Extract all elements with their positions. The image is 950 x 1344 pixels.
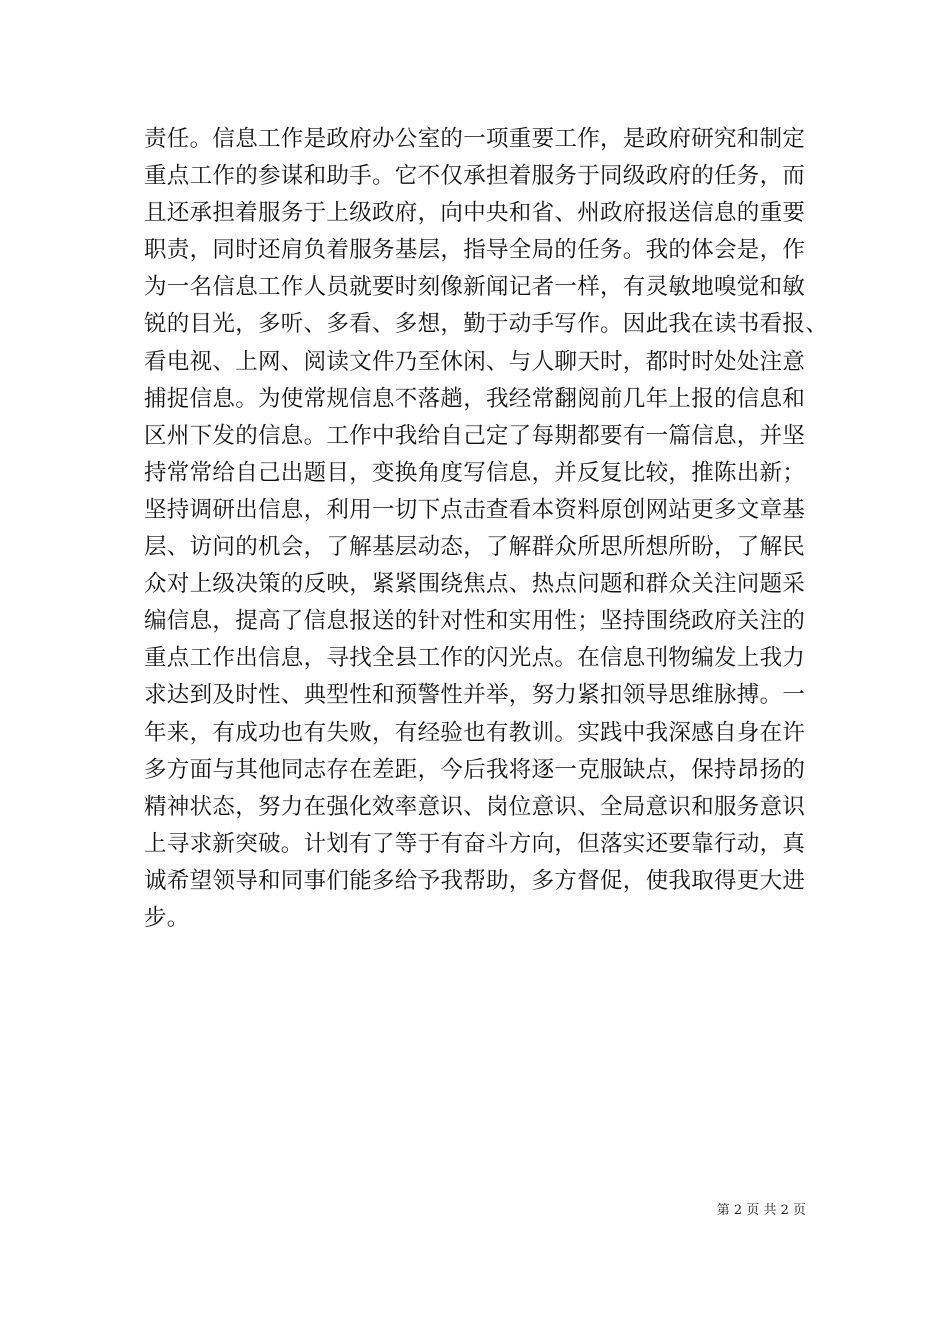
text-line: 锐的目光，多听、多看、多想，勤于动手写作。因此我在读书看报、 [144,311,829,338]
text-line: 上寻求新突破。计划有了等于有奋斗方向，但落实还要靠行动，真 [144,830,806,857]
text-line: 职责，同时还肩负着服务基层，指导全局的任务。我的体会是，作 [144,237,806,264]
body-text [144,121,829,937]
text-line: 步。 [144,904,190,931]
text-line: 年来，有成功也有失败，有经验也有教训。实践中我深感自身在许 [144,719,806,746]
text-line: 坚持调研出信息，利用一切下点击查看本资料原创网站更多文章基 [144,496,806,523]
text-line: 看电视、上网、阅读文件乃至休闲、与人聊天时，都时时处处注意 [144,348,806,375]
text-line: 诚希望领导和同事们能多给予我帮助，多方督促，使我取得更大进 [144,867,806,894]
text-line: 多方面与其他同志存在差距，今后我将逐一克服缺点，保持昂扬的 [144,756,806,783]
text-line: 求达到及时性、典型性和预警性并举，努力紧扣领导思维脉搏。一 [144,682,806,709]
text-line: 重点工作的参谋和助手。它不仅承担着服务于同级政府的任务，而 [144,163,806,190]
text-line: 捕捉信息。为使常规信息不落趟，我经常翻阅前几年上报的信息和 [144,385,806,412]
text-line: 区州下发的信息。工作中我给自己定了每期都要有一篇信息，并坚 [144,422,806,449]
text-line: 为一名信息工作人员就要时刻像新闻记者一样，有灵敏地嗅觉和敏 [144,274,806,301]
page-number: 第 2 页 共 2 页 [716,1203,806,1218]
text-line: 重点工作出信息，寻找全县工作的闪光点。在信息刊物编发上我力 [144,645,806,672]
text-line: 众对上级决策的反映，紧紧围绕焦点、热点问题和群众关注问题采 [144,571,806,598]
text-line: 责任。信息工作是政府办公室的一项重要工作，是政府研究和制定 [144,126,806,152]
text-line: 编信息，提高了信息报送的针对性和实用性；坚持围绕政府关注的 [144,608,806,635]
text-line: 层、访问的机会，了解基层动态，了解群众所思所想所盼，了解民 [144,534,806,561]
text-line: 且还承担着服务于上级政府，向中央和省、州政府报送信息的重要 [144,200,806,227]
text-line: 精神状态，努力在强化效率意识、岗位意识、全局意识和服务意识 [144,793,806,820]
text-line: 持常常给自己出题目，变换角度写信息，并反复比较，推陈出新； [144,459,806,486]
